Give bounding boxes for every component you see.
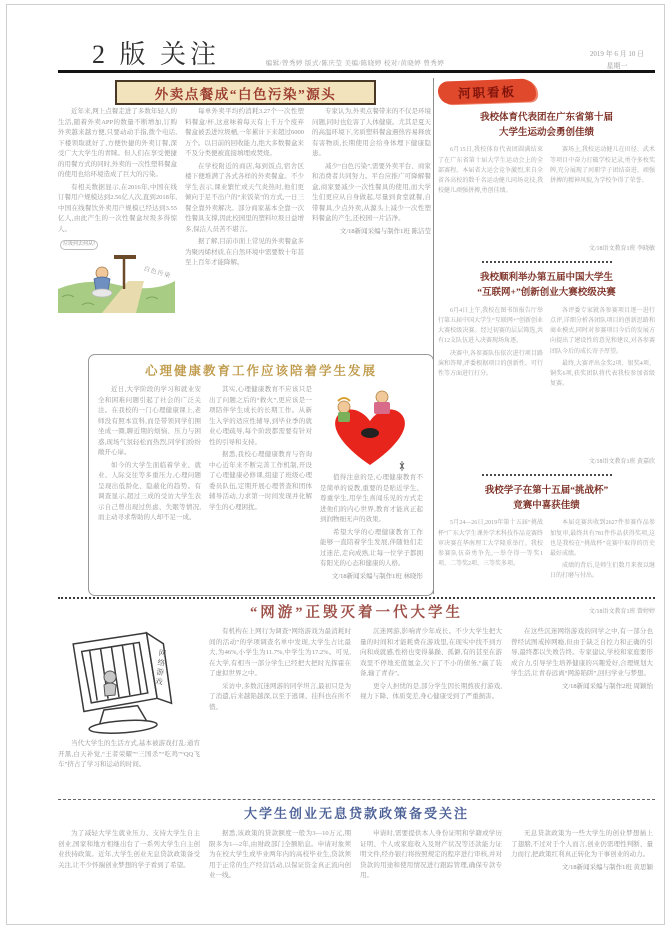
paragraph: 5月24—26日,2019年第十五届“挑战杯”广东大学生课外学术科技作品竞赛终审决赛在华南理工大学隆重举行。我校参赛队伍奋勇争先,一举夺得一等奖1项、二等奖2项、三等奖多项。 [438,520,543,568]
headline-line: 大学生运动会勇创佳绩 [498,127,594,138]
lead-column-2 [185,107,304,352]
dotted-divider [482,474,612,476]
board-stamp: 河职看板 [438,78,537,104]
board-item-3-col-2 [550,518,655,604]
paragraph: 各评委专家就各参赛项目逐一进行点评,详细分析各团队项目的创新思路和商业模式,同时对参赛项目今后的发展方向提出了建设性的意见和建议,对各参赛团队今后的成长寄予厚望。 [550,307,655,355]
masthead-rule [58,70,655,73]
psych-headline: 心理健康教育工作应该陪着学生发展 [144,364,377,378]
paragraph: 最终,大赛评出金奖2项、银奖4项、铜奖6项,获奖团队将代表我校参加省级复赛。 [550,360,655,388]
lead-credit: 文/18新闻采编与制作1班 陈洁莹 [339,227,431,235]
paragraph: 当代大学生的生活方式,基本被游戏打乱:通宵开黑,白天补觉,“王者荣耀”“三国杀”“吃鸡”“QQ飞车”挤占了学习和运动的时间。 [58,740,200,769]
paragraph: 更令人担忧的是,部分学生因长期熬夜打游戏,视力下降、体质变差,身心健康受到了严重损害。 [360,682,502,701]
psych-column-2 [209,385,312,587]
paragraph: 近日,大学阶段的学习和就业安全和困难问题引起了社会的广泛关注。在我校的一门心理健康课上,老师没有照本宣科,而是带领同学们围坐成一圈,聊近期的烦恼、压力与困惑,现场气氛轻松而热烈,同学们纷纷敞开心扉。 [98,386,201,457]
paragraph: 6月4日上午,我校在图书馆报告厅举行第五届中国大学生“互联网+”创新创业大赛校级决赛。经过初赛的层层筛选,共有12支队伍进入决赛现场角逐。 [438,307,543,345]
loan-column-1 [58,829,200,911]
board-item-3-body [438,518,655,604]
board-item-1-body [438,145,655,241]
monitor-cartoon-label: 网络游戏 [153,648,168,688]
lead-column-3 [312,107,431,352]
heart-cartoon-drawing [320,385,420,473]
board-item-1-headline [438,111,655,140]
paragraph: 在这些沉迷网络游戏的同学之中,有一部分也曾经试图戒掉网瘾,但由于缺乏自控力和正确的引导,最终都以失败告终。专家建议,学校和家庭要形成合力,引导学生培养健康的兴趣爱好,合理规划大学生活,让青春远离“网游陷阱”,回归学业与梦想。 [511,628,653,678]
game-column-4 [511,627,653,795]
paragraph: 近年来,网上点餐走进了多数年轻人的生活,随着外卖APP的数量不断增加,订购外卖越来越方便,只要动动手指,拨个电话,下楼领取就好了,方便快捷的外卖订餐,深受广大大学生的青睐。但人们在享受便捷的用餐方式的同时,外卖的一次性塑料餐盒的使用也给环境造成了巨大的污染。 [58,108,177,179]
game-column-2 [209,627,351,795]
game-credit: 文/18新闻采编与制作2班 周颖怡 [561,682,653,690]
board-item-1-credit: 文/18语文教育1班 李晓敏 [588,246,655,253]
loan-article-body [58,829,655,911]
paragraph: 据悉,该政策的贷款额度一般为3—10万元,期限多为1—2年,由财政部门全额贴息。申请对象须为在校大学生或毕业两年内的高校毕业生,贷款须用于正常的生产经营活动,以保证资金真正流向创业一线。 [209,830,351,880]
loan-headline: 大学生创业无息贷款政策备受关注 [243,806,469,821]
section-divider-dashed [58,799,655,800]
paragraph: 采访中,多数沉迷网游的同学坦言,最初只是为了消遣,后来越陷越深,以至于逃课、挂科也在所不惜。 [209,682,351,711]
board-item-3-headline [438,484,655,513]
headline-line: “互联网+”创新创业大赛校级决赛 [477,288,616,299]
game-headline: “网游”正毁灭着一代大学生 [250,605,463,621]
section-divider-dotted [58,597,655,599]
board-item-2-col-1 [438,306,543,454]
white-pollution-cartoon [58,237,175,313]
board-item-2-headline [438,271,655,300]
column-divider-rule [433,78,434,594]
cartoon-speech-bubble: 垃圾何去何从? [60,240,98,250]
paragraph: 专家认为,外卖点餐带来的不仅是环境问题,同时也危害了人体健康。尤其是夏天的高温环境下,劣质塑料餐盒遇热容易释放有害物质,长期使用会给身体埋下健康隐患。 [312,108,431,158]
psych-column-3 [320,385,423,587]
paragraph: 无息贷款政策为一些大学生的创业梦想插上了翅膀,不过对于个人而言,创业仍需理性判断、量力而行,把政策红利真正转化为干事创业的动力。 [511,830,653,859]
paragraph: 其实,心理健康教育不应该只是出了问题之后的“救火”,更应该是一项陪伴学生成长的长期工作。从新生入学的适应性辅导,到毕业季的就业心理疏导,每个阶段都需要有针对性的引导和支持。 [209,386,312,446]
paragraph: 有机构在上网行为调查“网络游戏为最消耗时间的活动”的学项调查名单中发现,大学生占比最大,为46%,小学生为11.7%,中学生为17.2%。可见,在大学,有相当一部分学生已经把大把时光挥霍在了虚拟世界之中。 [209,628,351,678]
heart-cartoon [320,385,420,473]
paragraph: 6月15日,我校体育代表团圆满结束了在广东省第十届大学生运动会上的全部赛程。本届省大运会竞争激烈,来自全省各高校的数千名运动健儿同场竞技,我校健儿顽强拼搏,勇创佳绩。 [438,147,543,195]
paragraph: 值得注意的是,心理健康教育不是简单的说教,重要的是贴近学生、尊重学生,用学生喜闻乐见的方式走进他们的内心世界,教育才能真正起到润物细无声的效果。 [320,474,423,524]
game-column-1 [58,627,200,795]
paragraph: 在学校附近的商店,每到饭点,宿舍区楼下便堆满了各式各样的外卖餐盒。不少学生表示,课业繁忙或天气炎热时,他们更倾向于足不出户的“来饭菜”的方式,一日三餐全靠外卖解决。部分商家基本全靠一次性餐具支撑,因此校园里的塑料垃圾日益增多,保洁人员苦不堪言。 [185,162,304,233]
board-item-3-col-1 [438,518,543,604]
headline-line: 我校学子在第十五届“挑战杯” [484,485,609,496]
dotted-divider [482,261,612,263]
board-item-3-credit: 文/18语文教育1班 曾婷婷 [588,609,655,616]
paragraph: 如今的大学生面临着学业、就业、人际交往等多重压力,心理问题呈现出低龄化、隐蔽化的趋势。有调查显示,超过三成的受访大学生表示自己曾出现过焦虑、失眠等情况,而主动寻求帮助的人却不足一成。 [98,461,201,522]
monitor-jail-cartoon [58,627,178,739]
paragraph: 希望大学的心理健康教育工作能够一直陪着学生发展,伴随他们走过迷茫,走向成熟,让每一位学子都拥有阳光的心态和健康的人格。 [320,528,423,568]
game-article-body [58,627,655,795]
lead-headline: 外卖点餐成“白色污染”源头 [115,80,376,105]
paragraph: 沉迷网游,影响青少年成长。不少大学生把大量的时间和才能耗费在游戏里,在现实中找不到方向和成就感,性格也变得暴躁、孤僻,有的甚至在游戏里不停地充值氪金,欠下了不小的债务,“赢了装备,输了青春”。 [360,628,502,678]
board-item-2-col-2 [550,306,655,454]
loan-column-4 [511,829,653,911]
paragraph: 申请时,需要提供本人身份证明和学籍或学历证明、个人或家庭收入及财产状况等还款能力证明文件,经办银行将按照规定的程序进行审核,并对贷款的用途和使用情况进行跟踪管理,确保专款专用。 [360,830,502,880]
paragraph: 有相关数据显示,在2016年,中国在线订餐用户规模达到2.56亿人次,直到2018年,中国在线餐饮外卖用户规模已经达到3.55亿人,由此产生的一次性餐盒垃圾多得惊人。 [58,183,177,233]
psych-column-1 [98,385,201,587]
paragraph: 赛场上,我校运动健儿在田径、武术等项目中奋力打破学校记录,勇夺多枚奖牌,充分展现了河职学子团结奋进、顽强拼搏的精神风貌,为学校争得了荣誉。 [550,147,655,184]
board-item-1-col-2 [550,145,655,241]
psych-article-box [88,354,434,596]
lead-column-1 [58,107,177,352]
lead-article-body [58,107,432,352]
page-title: 2 版 关注 [92,40,221,69]
headline-line: 我校体育代表团在广东省第十届 [479,113,613,123]
board-column [438,80,655,615]
psych-article-body [98,385,424,587]
psych-credit: 文/18新闻采编与制作1班 林晓彤 [331,572,423,580]
board-item-2-credit: 文/18语文教育1班 黄嘉欣 [588,458,655,465]
headline-line: 竞赛中喜获佳绩 [513,500,580,511]
paragraph: 减少“白色污染”,需要外卖平台、商家和消费者共同努力。平台应推广可降解餐盒,商家要减少一次性餐具的使用,而大学生们更应从自身做起,尽量到食堂就餐,自带餐具,少点外卖,从源头上减少一次性塑料餐盒的产生,还校园一片洁净。 [312,162,431,223]
paragraph: 成绩的背后,是师生们数月来夜以继日的打磨与付出。 [550,563,655,580]
staff-credits-line: 编辑/曾秀婷 版式/陈庆莹 美编/陈晓婷 校对/黄晓婷 曾秀婷 [265,60,445,67]
loan-column-2 [209,829,351,911]
cartoon-road-label: 白色污染 [142,266,172,280]
paragraph: 为了减轻大学生就业压力、支持大学生自主创业,国家和地方相继出台了一系列大学生自主创业扶持政策。近年,大学生创业无息贷款政策备受关注,让不少怀揣创业梦想的学子看到了希望。 [58,830,200,869]
loan-column-3 [360,829,502,911]
paragraph: 据悉,我校心理健康教育与咨询中心近年来不断完善工作机制,开设了心理健康必修课,组建了班级心理委员队伍,定期开展心理普查和团体辅导活动,力求第一时间发现并化解学生的心理困扰。 [209,451,312,511]
game-column-3 [360,627,502,795]
board-item-1-col-1 [438,145,543,241]
weekday: 星期一 [606,61,628,70]
paragraph: 本届竞赛共收到2627件参赛作品参加复审,最终共有781件作品获得奖项,这也是我校在“挑战杯”竞赛中取得的历史最好成绩。 [550,520,655,557]
paragraph: 决赛中,各参赛队伍依次进行项目路演和答辩,评委根据项目的创新性、可行性等方面进行打分。 [438,350,543,377]
paragraph: 据了解,目前市面上常见的外卖餐盒多为聚丙烯材质,在自然环境中需要数十年甚至上百年才能降解。 [185,238,304,267]
loan-credit: 文/18新闻采编与制作1班 黄思颖 [561,863,653,871]
board-item-2-body [438,306,655,454]
paragraph: 每单外卖平均约消耗3.27个一次性塑料餐盒/杯,这意味着每天有上千万个废弃餐盒被丢进垃圾桶,一年累计下来超过6000万个。以目前的回收能力,绝大多数餐盒来不及分类便被直接填埋或焚烧。 [185,108,304,158]
headline-line: 我校顺利举办第五届中国大学生 [479,273,613,284]
date-line: 2019 年 6 月 10 日 [589,50,645,58]
